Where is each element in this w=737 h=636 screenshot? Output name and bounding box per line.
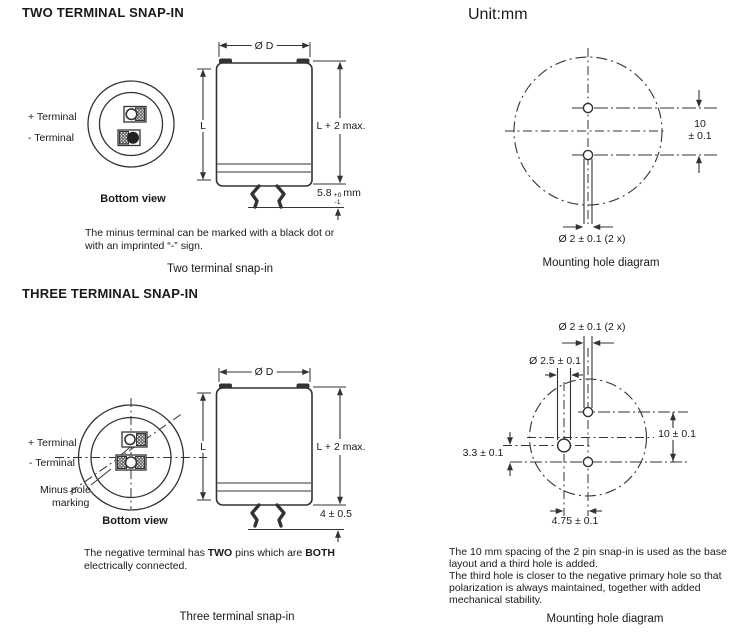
plus-terminal-label: + Terminal bbox=[28, 111, 77, 123]
diameter-dim-label: Ø D bbox=[252, 40, 277, 52]
note-line: layout and a third hole is added. bbox=[449, 558, 598, 570]
note-line: The minus terminal can be marked with a black dot or bbox=[85, 227, 335, 239]
hole-dim-label: Ø 2 ± 0.1 (2 x) bbox=[558, 321, 626, 333]
mounting-note bbox=[449, 546, 727, 606]
pin-length-unit: mm bbox=[343, 187, 361, 199]
hole25-dim-label: Ø 2.5 ± 0.1 bbox=[529, 355, 581, 367]
pin-length-value: 5.8 bbox=[317, 187, 332, 199]
note-line: The 10 mm spacing of the 2 pin snap-in is used as the base bbox=[449, 546, 727, 558]
spacing-dim-label: 4.75 ± 0.1 bbox=[551, 515, 599, 527]
length-plus-dim-label: L + 2 max. bbox=[314, 441, 369, 453]
note-line bbox=[84, 547, 335, 560]
pitch-tolerance: ± 0.1 bbox=[688, 129, 712, 142]
note-bold-text: TWO bbox=[207, 547, 233, 559]
note-line: polarization is always maintained, together with added bbox=[449, 582, 701, 594]
minus-terminal-label: - Terminal bbox=[29, 457, 75, 469]
bottom-view-caption: Bottom view bbox=[100, 193, 166, 205]
length-plus-dim-label: L + 2 max. bbox=[314, 120, 369, 132]
pin-length-tol-plus: +0 bbox=[333, 192, 342, 199]
two-terminal-caption: Two terminal snap-in bbox=[166, 263, 274, 275]
note-text: The negative terminal has bbox=[84, 547, 208, 559]
diameter-dim-label: Ø D bbox=[252, 366, 277, 378]
pin-length-tol-minus: -1 bbox=[334, 198, 341, 206]
two-terminal-note bbox=[85, 227, 334, 252]
two-terminal-mounting-hole-drawing bbox=[505, 48, 717, 227]
mounting-hole-caption: Mounting hole diagram bbox=[546, 613, 664, 625]
two-terminal-heading: TWO TERMINAL SNAP-IN bbox=[22, 5, 184, 20]
unit-label: Unit:mm bbox=[468, 6, 528, 23]
plus-terminal-label: + Terminal bbox=[28, 437, 77, 449]
pin-length-dim-label: 4 ± 0.5 bbox=[319, 508, 353, 520]
two-terminal-bottom-view-drawing bbox=[88, 81, 174, 167]
hole-dim-label: Ø 2 ± 0.1 (2 x) bbox=[558, 233, 626, 245]
three-terminal-caption: Three terminal snap-in bbox=[179, 611, 295, 623]
note-line: The third hole is closer to the negative primary hole so that bbox=[449, 570, 722, 582]
note-text: pins which are bbox=[232, 547, 306, 559]
minus-terminal-label: - Terminal bbox=[28, 132, 74, 144]
bottom-view-caption: Bottom view bbox=[102, 515, 168, 527]
length-dim-label: L bbox=[197, 120, 209, 132]
minus-pole-marking-label: Minus pole bbox=[40, 484, 91, 496]
note-bold-text: BOTH bbox=[305, 547, 335, 559]
note-line: electrically connected. bbox=[84, 559, 188, 572]
pin-length-dim-label bbox=[317, 187, 361, 205]
pitch-dim-label bbox=[688, 119, 711, 142]
three-terminal-heading: THREE TERMINAL SNAP-IN bbox=[22, 286, 199, 301]
pitch-dim-label: 10 ± 0.1 bbox=[655, 428, 699, 440]
note-line: mechanical stability. bbox=[449, 594, 543, 606]
length-dim-label: L bbox=[197, 441, 209, 453]
minus-pole-marking-label: marking bbox=[52, 497, 90, 509]
pitch-value: 10 bbox=[694, 118, 706, 130]
mounting-hole-caption: Mounting hole diagram bbox=[542, 257, 660, 269]
three-terminal-note bbox=[84, 547, 335, 572]
note-line: with an imprinted “-” sign. bbox=[85, 239, 203, 252]
offset-dim-label: 3.3 ± 0.1 bbox=[462, 447, 504, 459]
